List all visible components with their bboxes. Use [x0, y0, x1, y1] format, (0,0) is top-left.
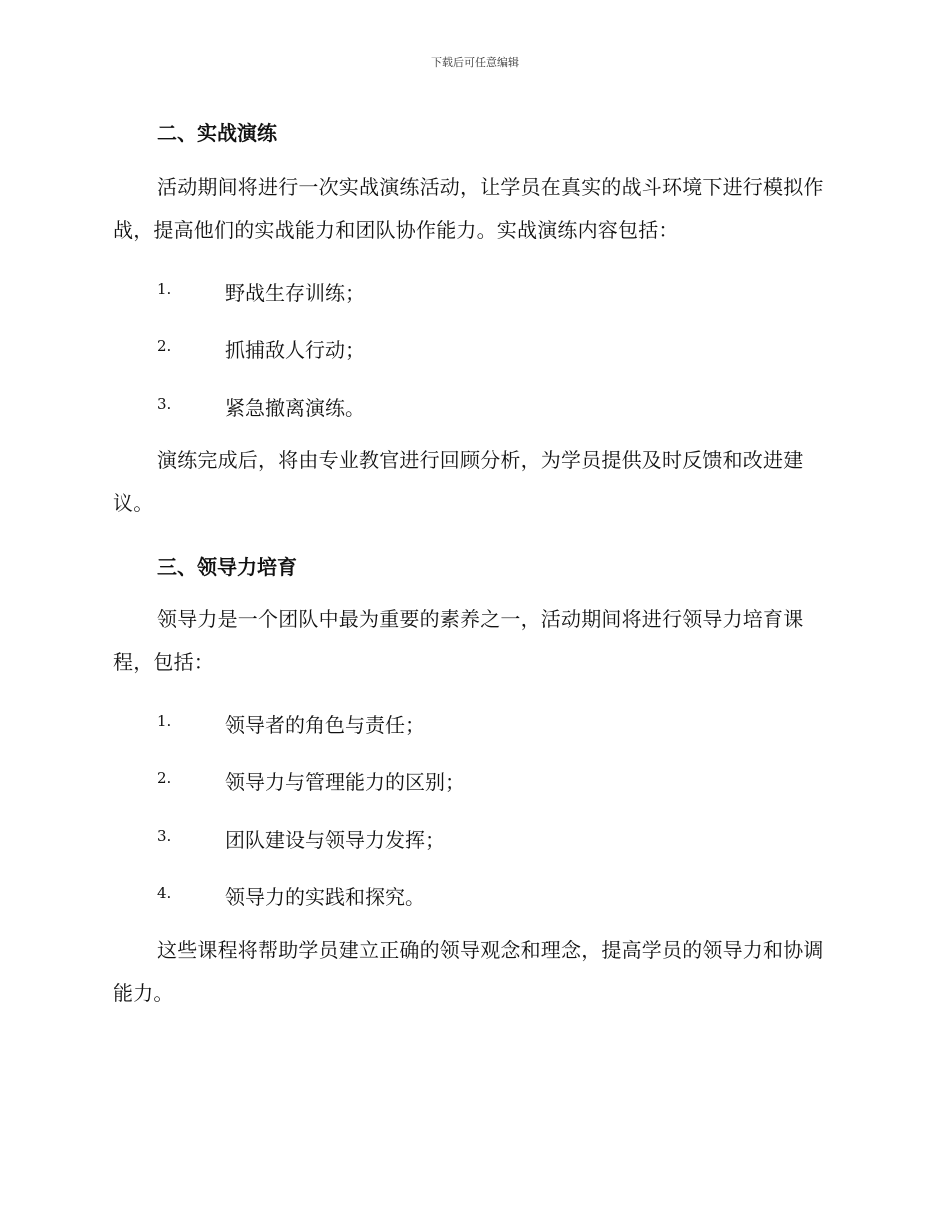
list-item-number: 2.	[157, 337, 172, 355]
section-intro-paragraph: 活动期间将进行一次实战演练活动，让学员在真实的战斗环境下进行模拟作战，提高他们的实战能力和团队协作能力。实战演练内容包括：	[113, 175, 824, 242]
list-item-text: 领导力与管理能力的区别；	[225, 770, 465, 794]
header-note: 下载后可任意编辑	[431, 56, 519, 69]
list-item-number: 1.	[157, 280, 172, 298]
list-item-number: 3.	[157, 827, 172, 845]
section-heading-leadership: 三、领导力培育	[157, 555, 297, 579]
list-item-number: 4.	[157, 884, 172, 902]
section-outro-paragraph: 这些课程将帮助学员建立正确的领导观念和理念，提高学员的领导力和协调能力。	[113, 938, 824, 1005]
list-item-text: 紧急撤离演练。	[225, 396, 365, 420]
section-heading-practical-drill: 二、实战演练	[157, 121, 277, 145]
section-intro-paragraph: 领导力是一个团队中最为重要的素养之一，活动期间将进行领导力培育课程，包括：	[113, 607, 804, 674]
list-item-number: 2.	[157, 769, 172, 787]
list-item-text: 领导力的实践和探究。	[225, 885, 425, 909]
list-item-text: 领导者的角色与责任；	[225, 713, 425, 737]
section-outro-paragraph: 演练完成后，将由专业教官进行回顾分析，为学员提供及时反馈和改进建议。	[113, 448, 804, 515]
list-item-text: 野战生存训练；	[225, 281, 365, 305]
list-item-number: 3.	[157, 395, 172, 413]
list-item-text: 团队建设与领导力发挥；	[225, 828, 445, 852]
list-item-number: 1.	[157, 712, 172, 730]
list-item-text: 抓捕敌人行动；	[225, 338, 365, 362]
